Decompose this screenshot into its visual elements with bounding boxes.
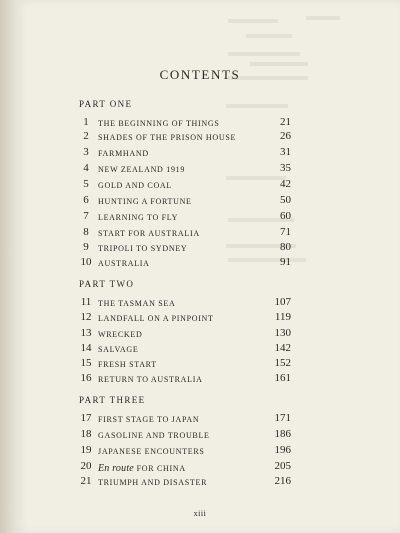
chapter-number: 1 xyxy=(83,116,89,128)
toc-entry xyxy=(0,329,400,343)
chapter-title: LEARNING TO FLY xyxy=(98,213,179,222)
chapter-title: TRIUMPH AND DISASTER xyxy=(98,478,208,487)
page-number: 91 xyxy=(280,256,291,268)
toc-entry xyxy=(0,148,400,162)
toc-entry xyxy=(0,258,400,272)
page-number: 31 xyxy=(280,146,291,158)
page-number: 42 xyxy=(280,178,291,190)
toc-entry xyxy=(0,180,400,194)
page-number: 71 xyxy=(280,226,291,238)
chapter-title: TRIPOLI TO SYDNEY xyxy=(98,244,188,253)
page-number: 35 xyxy=(280,162,291,174)
chapter-number: 4 xyxy=(83,162,89,174)
part-heading: PART TWO xyxy=(79,279,135,289)
chapter-title: JAPANESE ENCOUNTERS xyxy=(98,447,205,456)
chapter-title: FRESH START xyxy=(98,360,157,369)
page-number: 171 xyxy=(274,412,291,424)
folio-page-number: xiii xyxy=(193,509,207,518)
chapter-number: 21 xyxy=(80,475,92,487)
chapter-title: RETURN TO AUSTRALIA xyxy=(98,375,203,384)
toc-entry xyxy=(0,164,400,178)
part-heading: PART ONE xyxy=(79,99,133,109)
toc-entry xyxy=(0,374,400,388)
chapter-title: THE TASMAN SEA xyxy=(98,299,176,308)
toc-entry xyxy=(0,462,400,476)
part-heading: PART THREE xyxy=(79,395,146,405)
chapter-number: 16 xyxy=(80,372,92,384)
chapter-number: 15 xyxy=(80,357,92,369)
chapter-number: 7 xyxy=(83,210,89,222)
toc-entry xyxy=(0,430,400,444)
chapter-title: FARMHAND xyxy=(98,149,149,158)
chapter-title: SALVAGE xyxy=(98,345,139,354)
page-number: 205 xyxy=(274,460,291,472)
page-number: 130 xyxy=(274,327,291,339)
page-number: 60 xyxy=(280,210,291,222)
chapter-title-italic: En route xyxy=(98,463,134,474)
page-number: 21 xyxy=(280,116,291,128)
chapter-title: LANDFALL ON A PINPOINT xyxy=(98,314,214,323)
page-number: 161 xyxy=(274,372,291,384)
toc-entry xyxy=(0,132,400,146)
chapter-number: 2 xyxy=(83,130,89,142)
chapter-title-rest: FOR CHINA xyxy=(133,464,186,473)
toc-entry xyxy=(0,243,400,257)
chapter-title: THE BEGINNING OF THINGS xyxy=(98,119,220,128)
chapter-title: AUSTRALIA xyxy=(98,259,150,268)
page-number: 142 xyxy=(274,342,291,354)
page-number: 196 xyxy=(274,444,291,456)
chapter-title: NEW ZEALAND 1919 xyxy=(98,165,186,174)
toc-entry xyxy=(0,477,400,491)
toc-entry xyxy=(0,313,400,327)
toc-entry xyxy=(0,359,400,373)
toc-entry xyxy=(0,196,400,210)
page-number: 216 xyxy=(274,475,291,487)
page-number: 186 xyxy=(274,428,291,440)
chapter-title: START FOR AUSTRALIA xyxy=(98,229,200,238)
chapter-number: 9 xyxy=(83,241,89,253)
page-title: CONTENTS xyxy=(159,67,241,82)
chapter-title: WRECKED xyxy=(98,330,143,339)
page-number: 80 xyxy=(280,241,291,253)
chapter-title: GASOLINE AND TROUBLE xyxy=(98,431,210,440)
chapter-number: 13 xyxy=(80,327,92,339)
toc-entry xyxy=(0,446,400,460)
page-number: 107 xyxy=(274,296,291,308)
page-number: 50 xyxy=(280,194,291,206)
chapter-title: HUNTING A FORTUNE xyxy=(98,197,192,206)
chapter-number: 10 xyxy=(80,256,92,268)
page-number: 152 xyxy=(274,357,291,369)
chapter-number: 20 xyxy=(80,460,92,472)
toc-entry xyxy=(0,212,400,226)
chapter-number: 19 xyxy=(80,444,92,456)
chapter-title: GOLD AND COAL xyxy=(98,181,172,190)
page-number: 26 xyxy=(280,130,291,142)
toc-entry xyxy=(0,298,400,312)
chapter-title: SHADES OF THE PRISON HOUSE xyxy=(98,133,237,142)
chapter-number: 5 xyxy=(83,178,89,190)
chapter-number: 12 xyxy=(80,311,92,323)
chapter-title: FIRST STAGE TO JAPAN xyxy=(98,415,200,424)
chapter-number: 6 xyxy=(83,194,89,206)
chapter-number: 8 xyxy=(83,226,89,238)
chapter-number: 14 xyxy=(80,342,92,354)
chapter-number: 17 xyxy=(80,412,92,424)
toc-entry xyxy=(0,228,400,242)
toc-entry xyxy=(0,344,400,358)
chapter-title xyxy=(98,463,186,474)
chapter-number: 3 xyxy=(83,146,89,158)
toc-entry xyxy=(0,414,400,428)
chapter-number: 18 xyxy=(80,428,92,440)
toc-entry xyxy=(0,118,400,132)
page-number: 119 xyxy=(274,311,291,323)
chapter-number: 11 xyxy=(80,296,92,308)
